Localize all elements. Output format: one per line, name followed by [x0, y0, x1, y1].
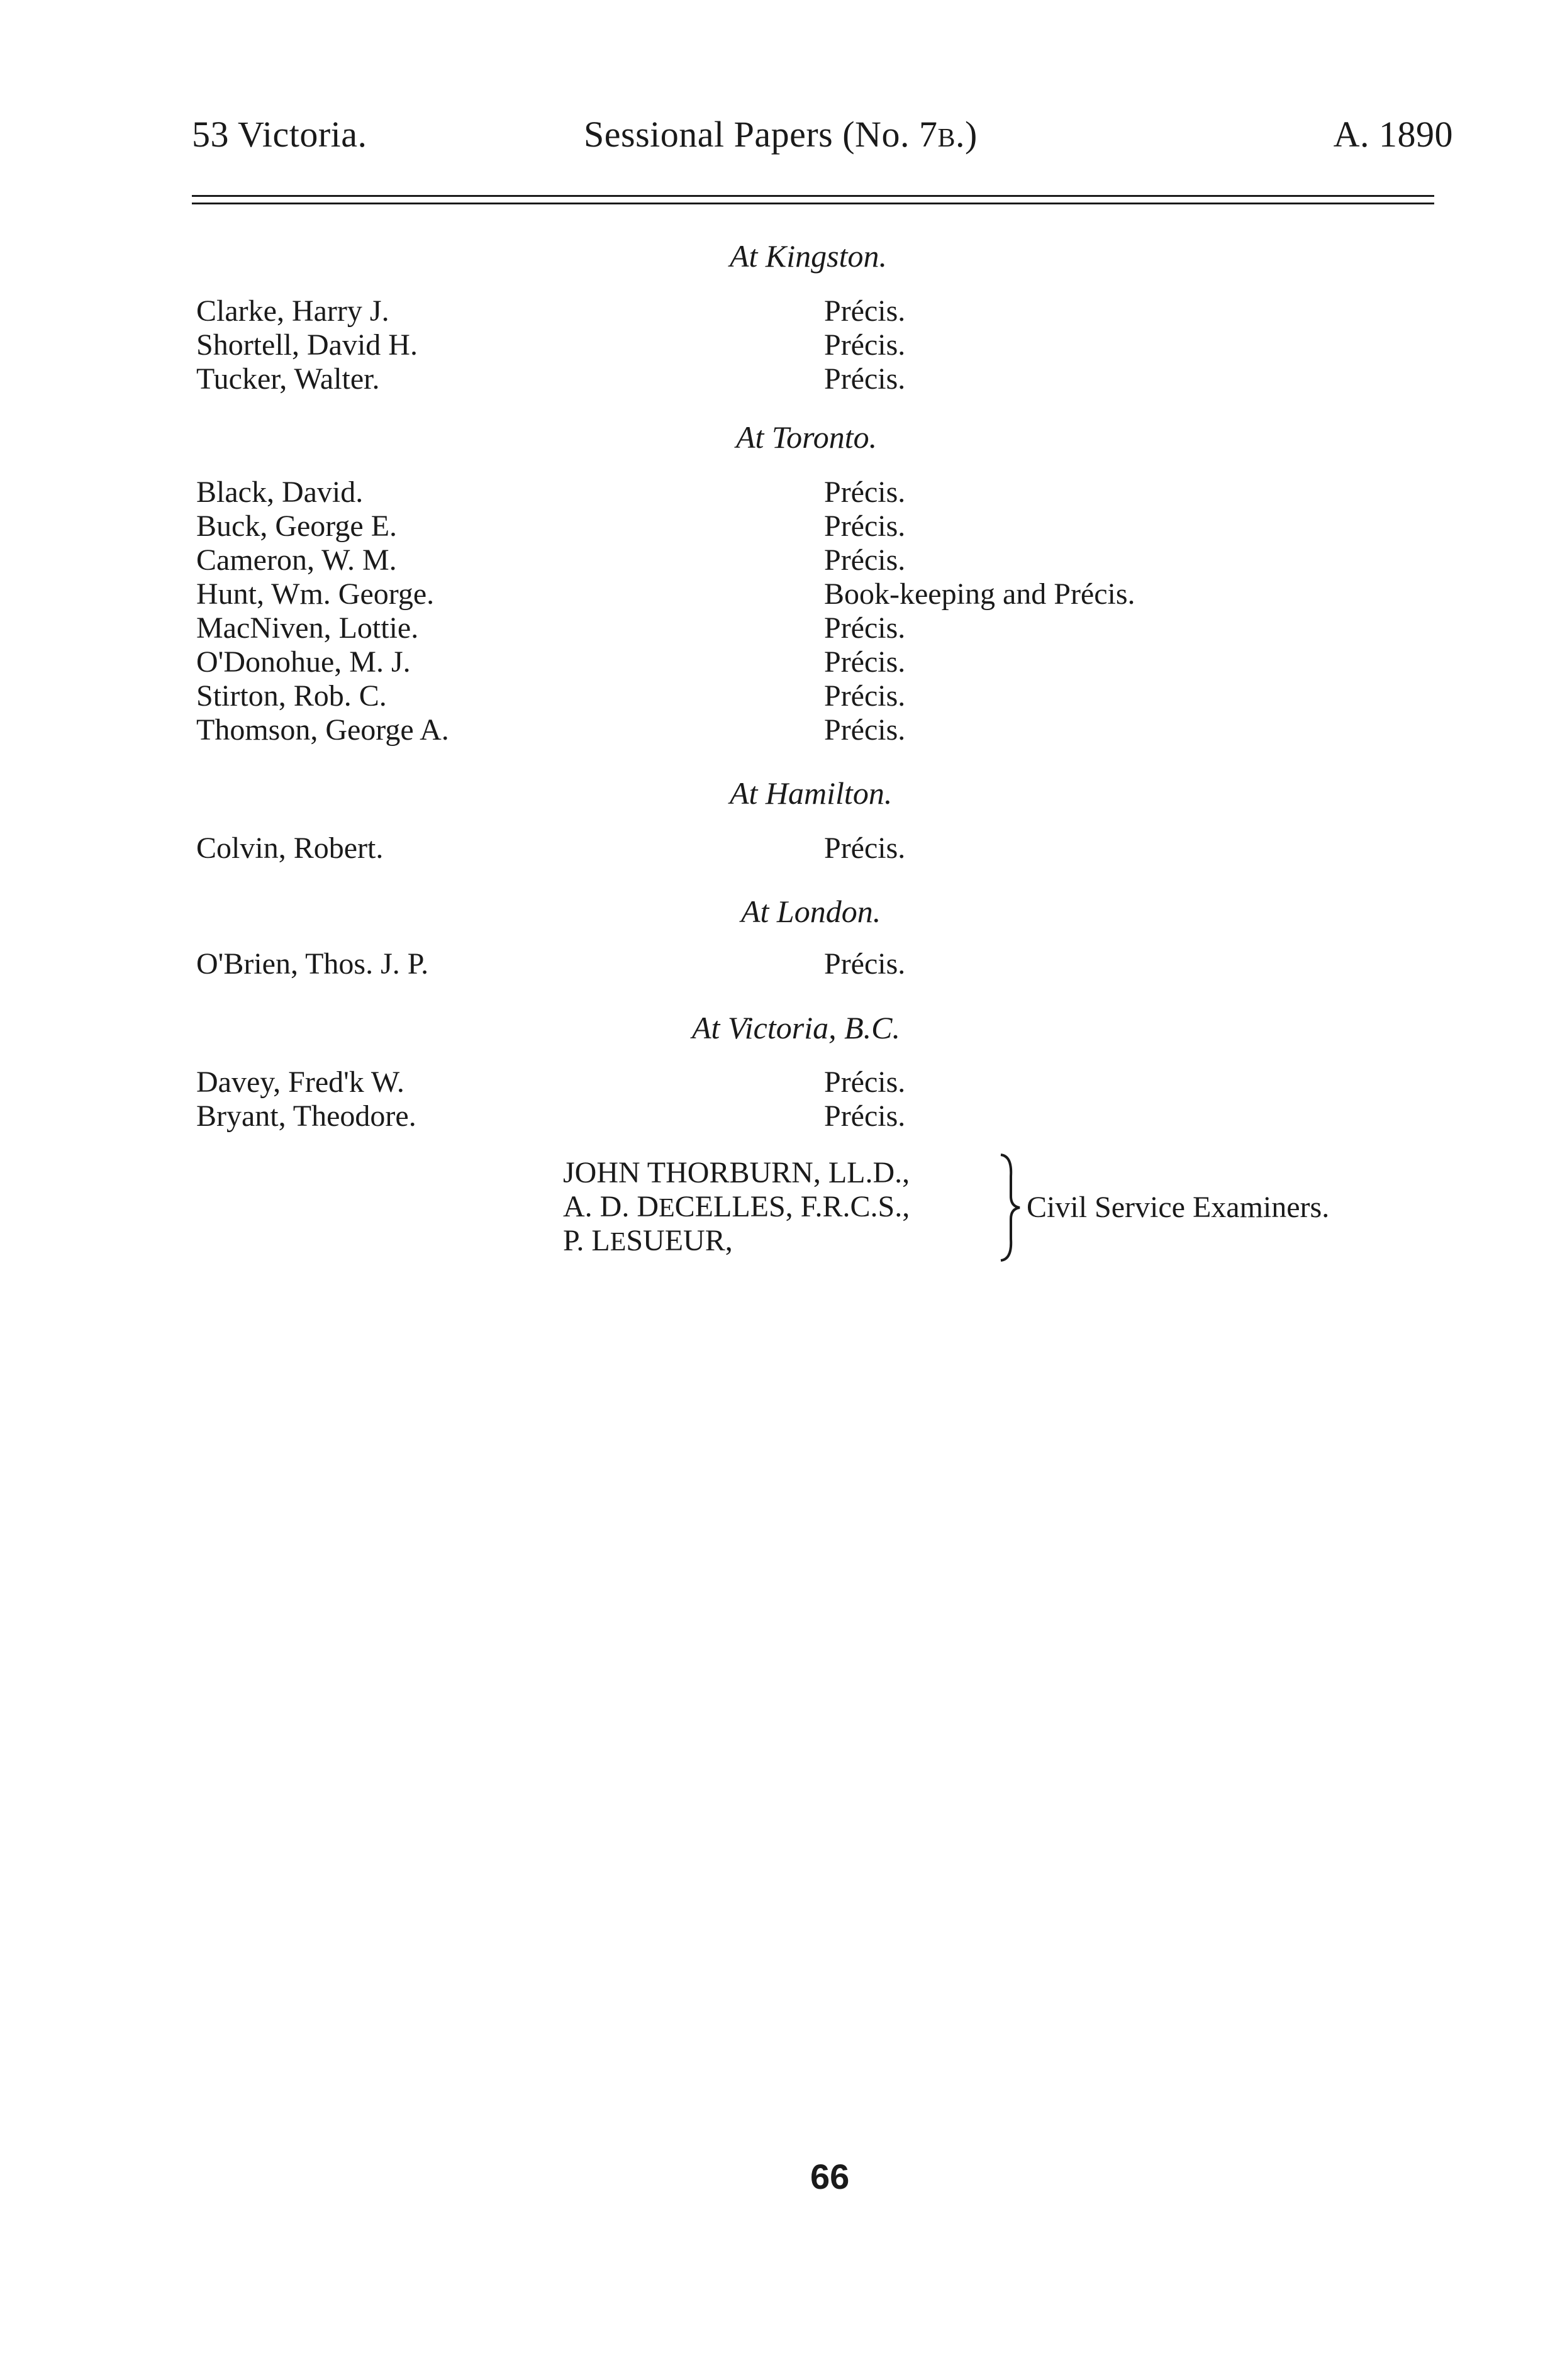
names-kingston	[196, 294, 418, 396]
header-title-end: .)	[955, 114, 978, 155]
subjects-kingston	[824, 294, 905, 396]
signatory-decelles-part2: CELLES, F.R.C.S.,	[674, 1190, 910, 1223]
candidate-name: O'Donohue, M. J.	[196, 645, 411, 679]
section-heading-toronto: At Toronto.	[736, 420, 878, 455]
exam-subject: Précis.	[824, 645, 906, 679]
exam-subject: Book-keeping and Précis.	[824, 577, 1135, 611]
exam-subject: Précis.	[824, 947, 906, 981]
exam-subject: Précis.	[824, 294, 906, 328]
signatory-decelles-smallcap: E	[659, 1194, 675, 1223]
signatory-thorburn: JOHN THORBURN, LL.D.,	[563, 1156, 910, 1189]
candidate-name: Black, David.	[196, 475, 364, 509]
candidate-name: Shortell, David H.	[196, 328, 418, 362]
header-title-suffix: B	[937, 124, 956, 153]
signatory-role: Civil Service Examiners.	[1027, 1191, 1330, 1224]
candidate-name: MacNiven, Lottie.	[196, 611, 419, 645]
page-number: 66	[810, 2157, 850, 2196]
section-heading-london: At London.	[741, 894, 881, 929]
subjects-victoria	[824, 1065, 905, 1133]
signatory-lesueur-part1: P. L	[563, 1224, 610, 1257]
subjects-london	[824, 947, 905, 981]
header-rule-bottom	[192, 203, 1434, 204]
subjects-toronto	[824, 475, 1135, 747]
section-heading-victoria: At Victoria, B.C.	[692, 1010, 900, 1045]
header-session: 53 Victoria.	[192, 114, 367, 155]
right-brace-icon	[997, 1151, 1022, 1264]
candidate-name: Cameron, W. M.	[196, 543, 397, 577]
header-title-main: Sessional Papers (No. 7	[584, 114, 938, 155]
section-heading-hamilton: At Hamilton.	[730, 776, 893, 811]
candidate-name: Davey, Fred'k W.	[196, 1065, 404, 1099]
candidate-name: Clarke, Harry J.	[196, 294, 389, 328]
candidate-name: Hunt, Wm. George.	[196, 577, 435, 611]
candidate-name: O'Brien, Thos. J. P.	[196, 947, 429, 981]
signatories	[563, 1156, 910, 1258]
names-hamilton	[196, 831, 383, 865]
names-london	[196, 947, 428, 981]
exam-subject: Précis.	[824, 611, 906, 645]
exam-subject: Précis.	[824, 1065, 906, 1099]
subjects-hamilton	[824, 831, 905, 865]
exam-subject: Précis.	[824, 475, 906, 509]
candidate-name: Stirton, Rob. C.	[196, 679, 387, 713]
candidate-name: Bryant, Theodore.	[196, 1099, 416, 1133]
exam-subject: Précis.	[824, 328, 906, 362]
exam-subject: Précis.	[824, 543, 906, 577]
candidate-name: Colvin, Robert.	[196, 831, 384, 865]
names-victoria	[196, 1065, 416, 1133]
candidate-name: Thomson, George A.	[196, 713, 449, 747]
signatory-decelles-part1: A. D. D	[563, 1190, 659, 1223]
candidate-name: Tucker, Walter.	[196, 362, 380, 396]
exam-subject: Précis.	[824, 1099, 906, 1133]
names-toronto	[196, 475, 449, 747]
candidate-name: Buck, George E.	[196, 509, 398, 543]
exam-subject: Précis.	[824, 679, 906, 713]
signatory-lesueur-smallcap: E	[610, 1228, 627, 1257]
signatory-lesueur-part2: SUEUR,	[626, 1224, 733, 1257]
exam-subject: Précis.	[824, 831, 906, 865]
section-heading-kingston: At Kingston.	[730, 238, 888, 274]
signatory-lesueur	[563, 1224, 910, 1258]
exam-subject: Précis.	[824, 713, 906, 747]
exam-subject: Précis.	[824, 509, 906, 543]
header-rule-top	[192, 195, 1434, 197]
signatory-decelles	[563, 1190, 910, 1224]
header-year: A. 1890	[1333, 114, 1453, 155]
exam-subject: Précis.	[824, 362, 906, 396]
header-title	[584, 113, 978, 155]
